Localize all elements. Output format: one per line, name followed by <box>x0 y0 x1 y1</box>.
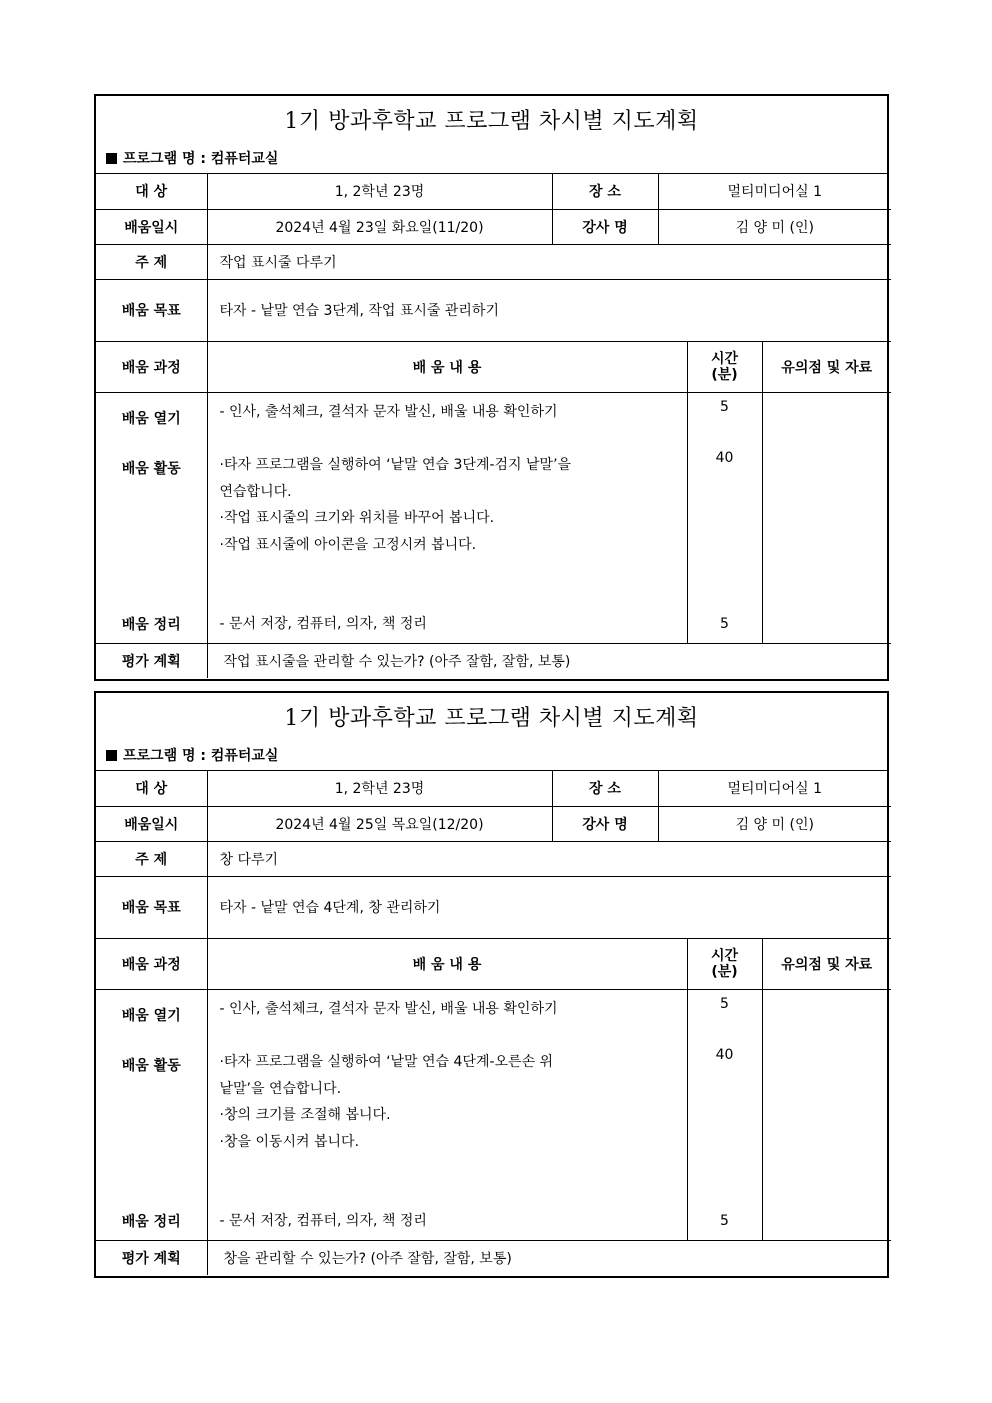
lesson-plan-1 <box>94 94 889 681</box>
teacher-value: 김 양 미 (인) <box>658 806 891 841</box>
lesson-content <box>207 989 687 1240</box>
time-values <box>687 989 762 1240</box>
notes-header: 유의점 및 자료 <box>762 341 891 392</box>
stage-close: 배움 정리 <box>121 1213 181 1230</box>
activity-line: ·작업 표시줄에 아이콘을 고정시켜 봅니다. <box>219 536 477 553</box>
notes-cell <box>762 989 891 1240</box>
teacher-label: 강사 명 <box>552 209 658 244</box>
close-text: - 문서 저장, 컴퓨터, 의자, 책 정리 <box>219 615 427 632</box>
time-close: 5 <box>720 1212 729 1229</box>
process-header: 배움 과정 <box>96 938 207 989</box>
date-label: 배움일시 <box>96 806 207 841</box>
notes-header: 유의점 및 자료 <box>762 938 891 989</box>
lesson-plan-2 <box>94 691 889 1278</box>
process-stages <box>96 989 207 1240</box>
plan-table <box>96 771 891 1275</box>
plan-title: 1기 방과후학교 프로그램 차시별 지도계획 <box>284 706 699 731</box>
stage-activity: 배움 활동 <box>121 460 181 477</box>
plan-header <box>96 693 887 771</box>
time-header: 시간 (분) <box>687 341 762 392</box>
open-text: - 인사, 출석체크, 결석자 문자 발신, 배울 내용 확인하기 <box>219 1000 558 1017</box>
target-value: 1, 2학년 23명 <box>207 174 552 209</box>
time-close: 5 <box>720 615 729 632</box>
date-value: 2024년 4월 23일 화요일(11/20) <box>207 209 552 244</box>
eval-value: 작업 표시줄을 관리할 수 있는가? (아주 잘함, 잘함, 보통) <box>207 643 891 678</box>
time-open: 5 <box>720 995 729 1012</box>
stage-activity: 배움 활동 <box>121 1057 181 1074</box>
square-bullet-icon <box>106 750 117 761</box>
square-bullet-icon <box>106 153 117 164</box>
place-label: 장 소 <box>552 771 658 806</box>
activity-line: ·타자 프로그램을 실행하여 ‘낱말 연습 4단계-오른손 위 <box>219 1053 554 1070</box>
date-label: 배움일시 <box>96 209 207 244</box>
plan-title: 1기 방과후학교 프로그램 차시별 지도계획 <box>284 109 699 134</box>
process-header: 배움 과정 <box>96 341 207 392</box>
activity-line: ·타자 프로그램을 실행하여 ‘낱말 연습 3단계-검지 낱말’을 <box>219 456 572 473</box>
open-text: - 인사, 출석체크, 결석자 문자 발신, 배울 내용 확인하기 <box>219 403 558 420</box>
time-values <box>687 392 762 643</box>
stage-open: 배움 열기 <box>121 1007 181 1024</box>
eval-label: 평가 계획 <box>96 1240 207 1275</box>
content-header: 배 움 내 용 <box>207 341 687 392</box>
eval-label: 평가 계획 <box>96 643 207 678</box>
content-header: 배 움 내 용 <box>207 938 687 989</box>
activity-line: ·창의 크기를 조절해 봅니다. <box>219 1106 391 1123</box>
stage-open: 배움 열기 <box>121 410 181 427</box>
time-open: 5 <box>720 398 729 415</box>
process-stages <box>96 392 207 643</box>
time-activity: 40 <box>715 1046 734 1063</box>
teacher-label: 강사 명 <box>552 806 658 841</box>
notes-cell <box>762 392 891 643</box>
plan-header <box>96 96 887 174</box>
program-name: 프로그램 명 : 컴퓨터교실 <box>123 151 279 167</box>
activity-line: ·작업 표시줄의 크기와 위치를 바꾸어 봅니다. <box>219 509 495 526</box>
time-activity: 40 <box>715 449 734 466</box>
topic-label: 주 제 <box>96 244 207 279</box>
eval-value: 창을 관리할 수 있는가? (아주 잘함, 잘함, 보통) <box>207 1240 891 1275</box>
place-label: 장 소 <box>552 174 658 209</box>
plan-table <box>96 174 891 678</box>
time-header: 시간 (분) <box>687 938 762 989</box>
activity-line: 낱말’을 연습합니다. <box>219 1080 342 1097</box>
program-name: 프로그램 명 : 컴퓨터교실 <box>123 748 279 764</box>
target-label: 대 상 <box>96 771 207 806</box>
close-text: - 문서 저장, 컴퓨터, 의자, 책 정리 <box>219 1212 427 1229</box>
goal-label: 배움 목표 <box>96 279 207 341</box>
goal-value: 타자 - 낱말 연습 3단계, 작업 표시줄 관리하기 <box>207 279 891 341</box>
topic-value: 작업 표시줄 다루기 <box>207 244 891 279</box>
stage-close: 배움 정리 <box>121 616 181 633</box>
activity-line: ·창을 이동시켜 봅니다. <box>219 1133 360 1150</box>
place-value: 멀티미디어실 1 <box>658 174 891 209</box>
target-label: 대 상 <box>96 174 207 209</box>
teacher-value: 김 양 미 (인) <box>658 209 891 244</box>
place-value: 멀티미디어실 1 <box>658 771 891 806</box>
lesson-content <box>207 392 687 643</box>
activity-line: 연습합니다. <box>219 483 292 500</box>
goal-value: 타자 - 낱말 연습 4단계, 창 관리하기 <box>207 876 891 938</box>
topic-value: 창 다루기 <box>207 841 891 876</box>
goal-label: 배움 목표 <box>96 876 207 938</box>
target-value: 1, 2학년 23명 <box>207 771 552 806</box>
topic-label: 주 제 <box>96 841 207 876</box>
date-value: 2024년 4월 25일 목요일(12/20) <box>207 806 552 841</box>
